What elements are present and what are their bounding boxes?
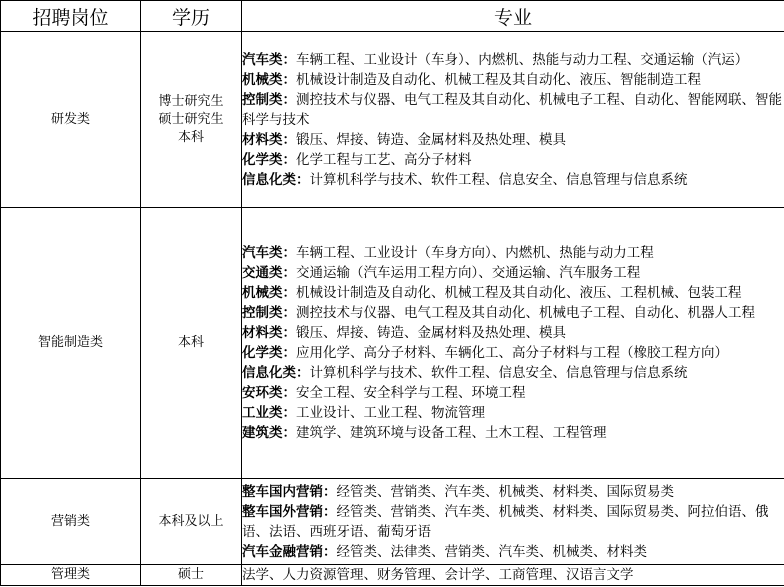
- education-cell: [141, 32, 242, 208]
- education-item: 硕士: [177, 567, 204, 582]
- major-category-label: 汽车金融营销：: [242, 543, 337, 560]
- major-cell: [242, 32, 784, 208]
- major-category: [242, 383, 784, 403]
- major-category-text: 化学工程与工艺、高分子材料: [296, 151, 472, 168]
- table-row: [1, 32, 784, 208]
- major-category: [242, 565, 784, 585]
- position-cell: 营销类: [1, 479, 141, 565]
- major-category-label: 建筑类：: [242, 425, 296, 441]
- position-cell: 智能制造类: [1, 208, 141, 479]
- education-cell: [141, 479, 242, 565]
- major-category-text: 经管类、营销类、汽车类、机械类、材料类、国际贸易类、阿拉伯语、俄语、法语、西班牙语、葡萄牙语: [242, 503, 769, 540]
- major-category-text: 测控技术与仪器、电气工程及其自动化、机械电子工程、自动化、智能网联、智能科学与技术: [242, 91, 782, 128]
- major-category-label: 整车国内营销：: [242, 483, 337, 500]
- header-major: 专业: [242, 1, 784, 32]
- major-category-label: 材料类：: [242, 131, 296, 148]
- major-category-text: 车辆工程、工业设计（车身）、内燃机、热能与动力工程、交通运输（汽运）: [296, 51, 749, 68]
- education-cell: [141, 565, 242, 586]
- major-category: [242, 482, 784, 502]
- major-category-text: 锻压、焊接、铸造、金属材料及热处理、模具: [296, 325, 566, 341]
- major-cell: [242, 208, 784, 479]
- table-row: [1, 565, 784, 586]
- major-category: [242, 283, 784, 303]
- major-cell: [242, 565, 784, 586]
- major-category-text: 应用化学、高分子材料、车辆化工、高分子材料与工程（橡胶工程方向）: [296, 345, 728, 361]
- major-category: [242, 70, 784, 90]
- major-category: [242, 403, 784, 423]
- major-category: [242, 170, 784, 190]
- major-category: [242, 502, 784, 542]
- table-row: [1, 479, 784, 565]
- major-category-text: 交通运输（汽车运用工程方向）、交通运输、汽车服务工程: [296, 265, 641, 281]
- major-category: [242, 243, 784, 263]
- major-category-label: 机械类：: [242, 285, 296, 301]
- major-category-label: 工业类：: [242, 405, 296, 421]
- major-category-text: 车辆工程、工业设计（车身方向）、内燃机、热能与动力工程: [296, 245, 654, 261]
- major-category-text: 工业设计、工业工程、物流管理: [296, 405, 485, 421]
- education-item: 本科: [177, 129, 204, 145]
- table-row: [1, 208, 784, 479]
- education-cell: [141, 208, 242, 479]
- major-category-text: 锻压、焊接、铸造、金属材料及热处理、模具: [296, 131, 566, 148]
- major-category-text: 测控技术与仪器、电气工程及其自动化、机械电子工程、自动化、机器人工程: [296, 305, 755, 321]
- major-category-text: 法学、人力资源管理、财务管理、会计学、工商管理、汉语言文学: [242, 567, 634, 583]
- education-item: 本科及以上: [158, 513, 224, 529]
- major-category: [242, 423, 784, 443]
- major-category: [242, 50, 784, 70]
- major-category-label: 安环类：: [242, 385, 296, 401]
- major-category: [242, 323, 784, 343]
- major-category-text: 建筑学、建筑环境与设备工程、土木工程、工程管理: [296, 425, 607, 441]
- major-category-text: 经管类、法律类、营销类、汽车类、机械类、材料类: [336, 543, 647, 560]
- major-category-label: 机械类：: [242, 71, 296, 88]
- major-category-label: 汽车类：: [242, 51, 296, 68]
- position-cell: 研发类: [1, 32, 141, 208]
- major-category-label: 材料类：: [242, 325, 296, 341]
- major-category: [242, 90, 784, 130]
- header-position: 招聘岗位: [1, 1, 141, 32]
- major-category: [242, 303, 784, 323]
- major-category: [242, 343, 784, 363]
- major-cell: [242, 479, 784, 565]
- education-item: 硕士研究生: [158, 111, 224, 127]
- major-category: [242, 363, 784, 383]
- education-item: 博士研究生: [158, 93, 224, 109]
- major-category-label: 信息化类：: [242, 365, 310, 381]
- major-category: [242, 150, 784, 170]
- major-category-label: 化学类：: [242, 151, 296, 168]
- major-category-text: 机械设计制造及自动化、机械工程及其自动化、液压、工程机械、包装工程: [296, 285, 742, 301]
- major-category-label: 控制类：: [242, 91, 296, 108]
- major-category-label: 交通类：: [242, 265, 296, 281]
- major-category: [242, 542, 784, 562]
- major-category-label: 汽车类：: [242, 245, 296, 261]
- major-category-text: 安全工程、安全科学与工程、环境工程: [296, 385, 526, 401]
- major-category-text: 计算机科学与技术、软件工程、信息安全、信息管理与信息系统: [309, 365, 688, 381]
- header-row: [1, 1, 784, 32]
- education-item: 本科: [177, 335, 204, 350]
- major-category: [242, 130, 784, 150]
- major-category-label: 化学类：: [242, 345, 296, 361]
- major-category-text: 经管类、营销类、汽车类、机械类、材料类、国际贸易类: [336, 483, 674, 500]
- major-category: [242, 263, 784, 283]
- major-category-text: 机械设计制造及自动化、机械工程及其自动化、液压、智能制造工程: [296, 71, 701, 88]
- header-education: 学历: [141, 1, 242, 32]
- major-category-label: 信息化类：: [242, 171, 310, 188]
- major-category-label: 控制类：: [242, 305, 296, 321]
- major-category-label: 整车国外营销：: [242, 503, 337, 520]
- major-category-text: 计算机科学与技术、软件工程、信息安全、信息管理与信息系统: [309, 171, 688, 188]
- position-cell: 管理类: [1, 565, 141, 586]
